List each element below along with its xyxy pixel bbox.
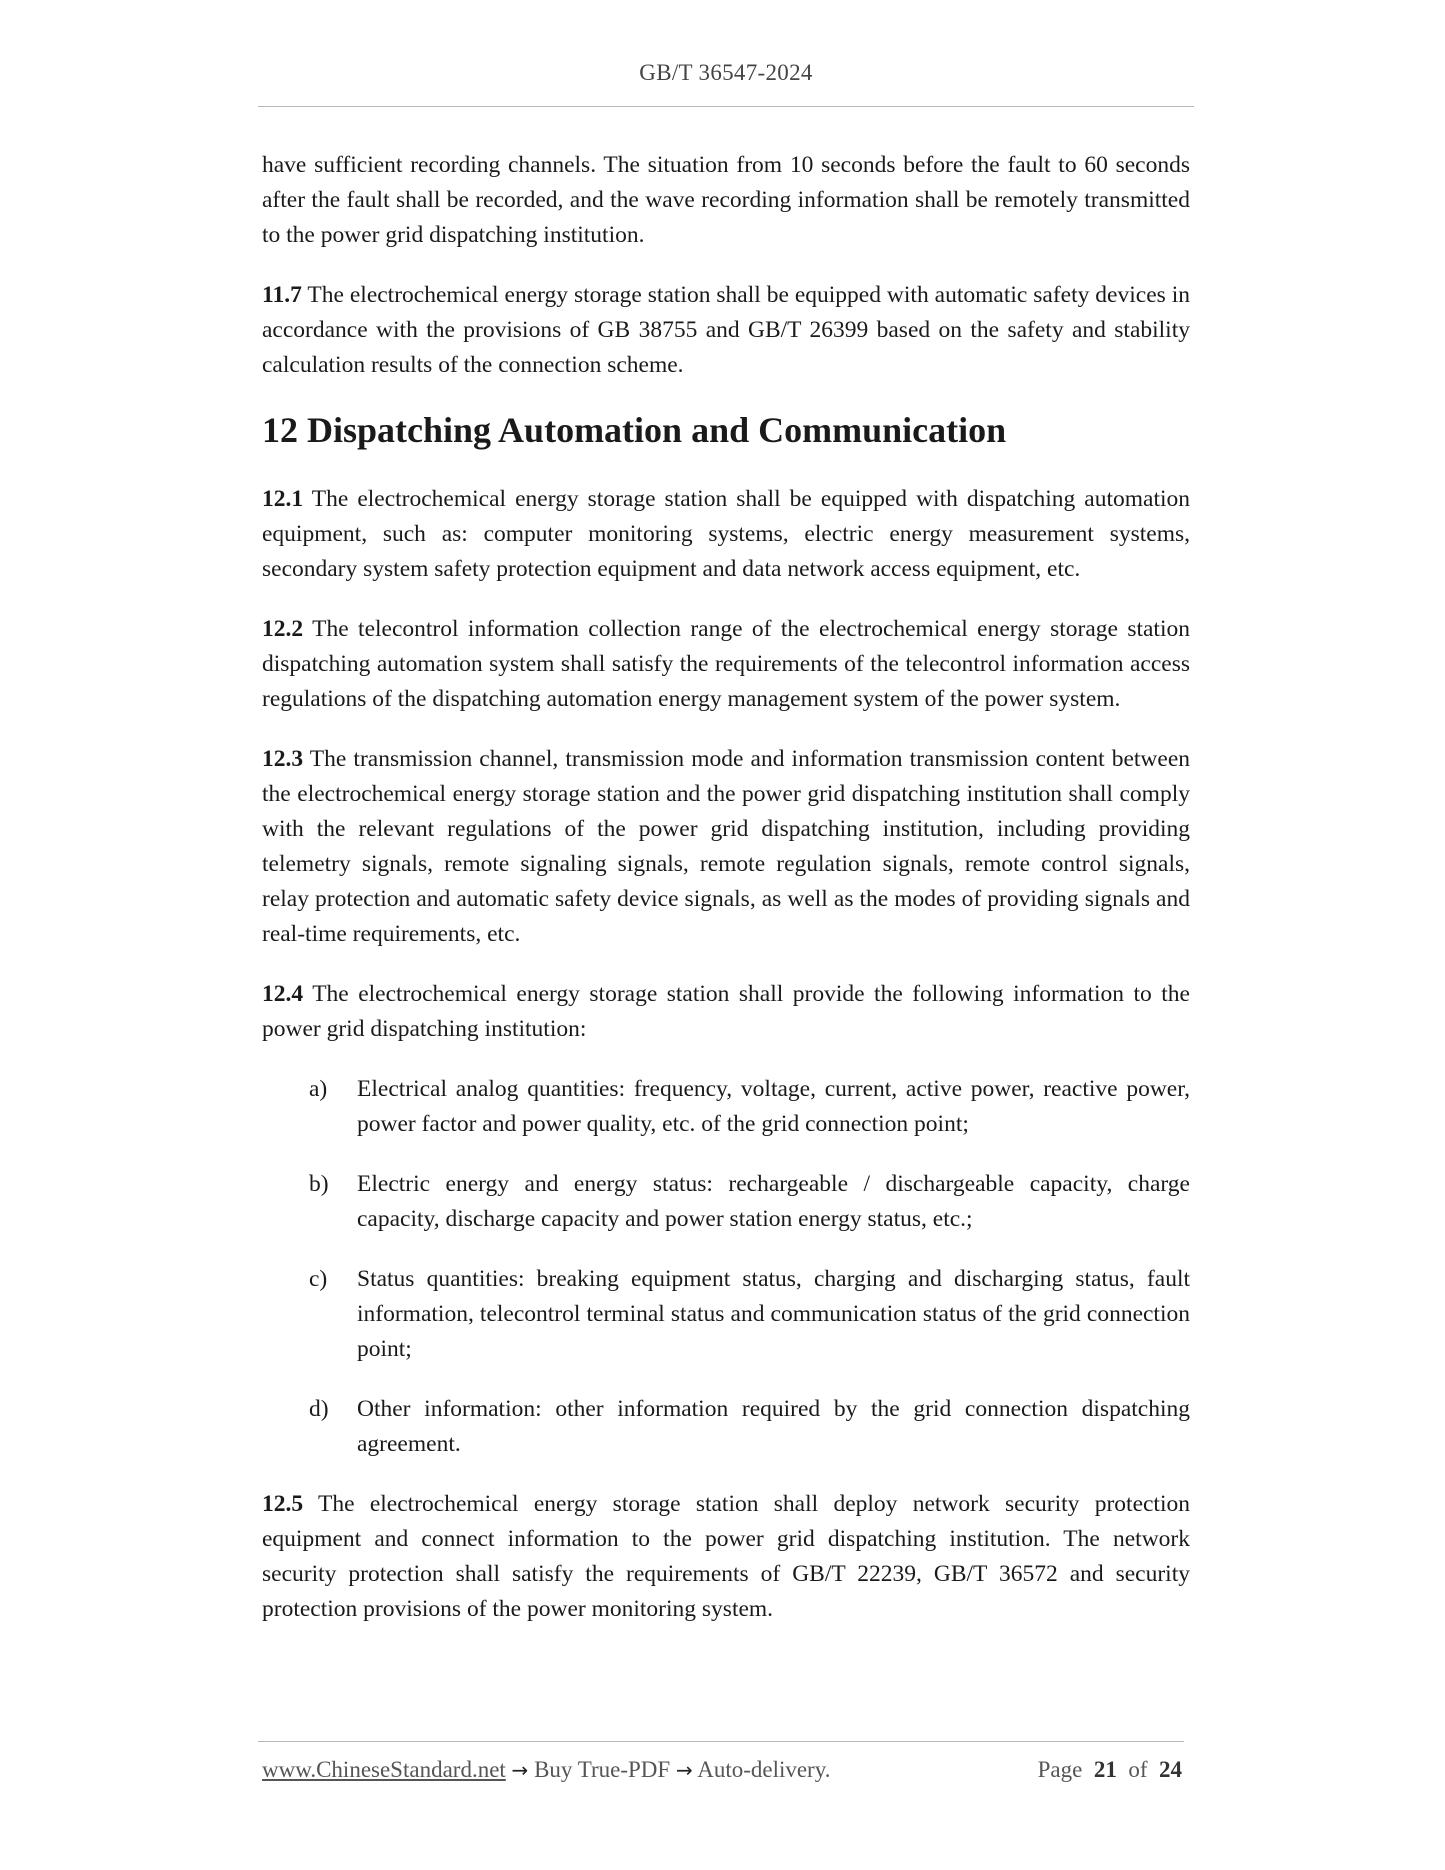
page-indicator: [1038, 1757, 1182, 1783]
list-item: [262, 1167, 1190, 1237]
clause-12-4: [262, 977, 1190, 1047]
clause-number: 12.3: [262, 746, 304, 772]
list-marker: a): [309, 1076, 328, 1102]
of-label: of: [1128, 1757, 1148, 1782]
clause-number: 12.2: [262, 616, 304, 642]
list-item: [262, 1392, 1190, 1462]
website-link[interactable]: www.ChineseStandard.net: [262, 1757, 506, 1782]
clause-12-1: [262, 482, 1190, 587]
clause-number: 12.5: [262, 1491, 304, 1517]
buy-pdf-text: Buy True-PDF: [534, 1757, 671, 1782]
information-list: [262, 1072, 1190, 1462]
clause-text: The transmission channel, transmission mode and information transmission content between the electrochemical energy storage station and the power grid dispatching institution shall comply with the relevant regulations of the power grid dispatching institution, including providing telemetry signals, remote signaling signals, remote regulation signals, remote control signals, relay protection and automatic safety device signals, as well as the modes of providing signals and real-time requirements, etc.: [262, 746, 1191, 947]
intro-paragraph: have sufficient recording channels. The situation from 10 seconds before the fault to 60 seconds after the fault shall be recorded, and the wave recording information shall be remotely transmitted to the power grid dispatching institution.: [262, 152, 1190, 248]
list-marker: b): [309, 1171, 329, 1197]
page-label: Page: [1037, 1757, 1083, 1782]
clause-12-2: [262, 612, 1190, 717]
clause-number: 12.1: [262, 486, 304, 512]
list-item-text: Status quantities: breaking equipment status, charging and discharging status, fault information, telecontrol terminal status and communication status of the grid connection point;: [357, 1266, 1190, 1362]
list-marker: d): [309, 1396, 329, 1422]
list-item-text: Electrical analog quantities: frequency, voltage, current, active power, reactive power, power factor and power quality, etc. of the grid connection point;: [357, 1076, 1190, 1137]
header-divider: [258, 106, 1194, 107]
clause-number: 12.4: [262, 981, 304, 1007]
clause-text: The electrochemical energy storage station shall provide the following information to the power grid dispatching institution:: [262, 981, 1190, 1042]
clause-12-5: [262, 1487, 1190, 1627]
clause-text: The telecontrol information collection range of the electrochemical energy storage station dispatching automation system shall satisfy the requirements of the telecontrol information access regulations of the dispatching automation energy management system of the power system.: [262, 616, 1190, 712]
clause-number: 11.7: [262, 282, 302, 308]
running-header: GB/T 36547-2024: [639, 60, 813, 85]
page-current: 21: [1093, 1757, 1117, 1782]
list-item-text: Electric energy and energy status: rechargeable / dischargeable capacity, charge capacity, discharge capacity and power station energy status, etc.;: [357, 1171, 1190, 1232]
page-footer: [262, 1757, 1182, 1783]
list-marker: c): [309, 1266, 328, 1292]
section-heading: 12 Dispatching Automation and Communication: [262, 410, 1007, 450]
arrow-right-icon: →: [675, 1758, 693, 1782]
arrow-right-icon: →: [511, 1758, 529, 1782]
footer-divider: [258, 1741, 1184, 1742]
clause-text: The electrochemical energy storage station shall be equipped with dispatching automation equipment, such as: computer monitoring systems, electric energy measurement systems, secondary system safety protection equipment and data network access equipment, etc.: [262, 486, 1191, 582]
clause-12-3: [262, 742, 1190, 952]
clause-text: The electrochemical energy storage station shall be equipped with automatic safety devices in accordance with the provisions of GB 38755 and GB/T 26399 based on the safety and stability calculation results of the connection scheme.: [262, 282, 1190, 378]
clause-11-7: [262, 278, 1190, 383]
list-item: [262, 1262, 1190, 1367]
list-item-text: Other information: other information required by the grid connection dispatching agreement.: [357, 1396, 1190, 1457]
delivery-text: Auto-delivery.: [697, 1757, 831, 1782]
document-body: [262, 148, 1190, 1652]
list-item: [262, 1072, 1190, 1142]
clause-text: The electrochemical energy storage station shall deploy network security protection equipment and connect information to the power grid dispatching institution. The network security protection shall satisfy the requirements of GB/T 22239, GB/T 36572 and security protection provisions of the power monitoring system.: [262, 1491, 1190, 1622]
page-total: 24: [1159, 1757, 1182, 1782]
